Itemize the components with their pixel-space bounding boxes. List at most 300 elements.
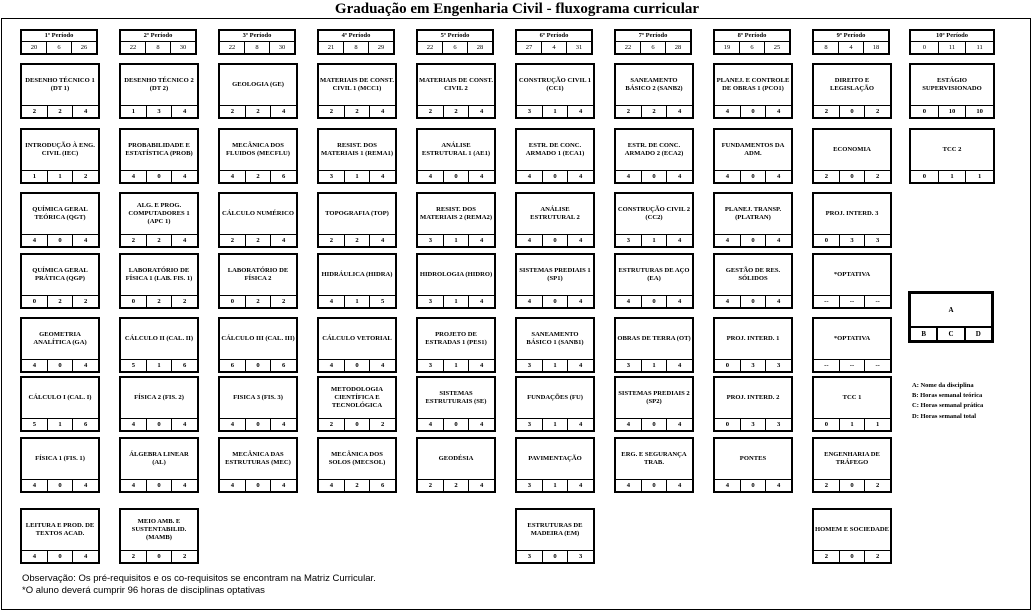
total-hours: 1 [876, 421, 880, 428]
total-hours: 4 [579, 173, 583, 180]
practice-hours: 0 [345, 419, 371, 430]
period-header [317, 29, 395, 55]
course-name: DESENHO TÉCNICO 1 (DT 1) [25, 77, 95, 92]
total-hours: 2 [876, 482, 880, 489]
theory-hours: 3 [517, 106, 543, 117]
period-theory-hours: 20 [22, 42, 47, 53]
theory-hours: 2 [121, 235, 147, 246]
course-cell [119, 192, 199, 248]
course-cell [317, 317, 397, 373]
practice-hours: 1 [642, 360, 668, 371]
course-name: CÁLCULO NUMÉRICO [222, 210, 294, 217]
period-total-hours: 18 [872, 44, 880, 51]
course-cell [218, 437, 298, 493]
course-name: DESENHO TÉCNICO 2 (DT 2) [124, 77, 194, 92]
total-hours: 2 [876, 173, 880, 180]
theory-hours: 2 [22, 106, 48, 117]
period-header [416, 29, 494, 55]
course-cell [515, 192, 595, 248]
theory-hours: 4 [517, 171, 543, 182]
theory-hours: 3 [418, 296, 444, 307]
course-cell [812, 317, 892, 373]
period-total-hours: 28 [476, 44, 484, 51]
course-cell [119, 437, 199, 493]
total-hours: 3 [777, 362, 781, 369]
course-cell [713, 437, 793, 493]
legend-line: C: Horas semanal prática [912, 402, 984, 410]
course-cell [416, 192, 496, 248]
total-hours: 4 [381, 237, 385, 244]
practice-hours: 0 [444, 171, 470, 182]
course-name: RESIST. DOS MATERIAIS 1 (REMA1) [320, 142, 394, 157]
course-name: ESTRUTURAS DE AÇO (EA) [618, 267, 690, 282]
period-practice-hours: 6 [740, 42, 765, 53]
practice-hours: 2 [444, 480, 470, 491]
course-name: *OPTATIVA [833, 335, 871, 342]
course-cell [909, 128, 995, 184]
course-name: ESTR. DE CONC. ARMADO 2 (ECA2) [624, 142, 684, 157]
total-hours: 6 [282, 362, 286, 369]
theory-hours: 2 [220, 106, 246, 117]
practice-hours: 2 [246, 171, 272, 182]
course-name: FÍSICA 2 (FIS. 2) [134, 394, 184, 401]
practice-hours: 1 [48, 419, 74, 430]
practice-hours: 1 [345, 296, 371, 307]
course-name: PONTES [739, 455, 767, 462]
practice-hours: 0 [48, 360, 74, 371]
practice-hours: 0 [48, 551, 74, 562]
course-name: METODOLOGIA CIENTÍFICA E TECNOLÓGICA [331, 386, 383, 409]
period-header [713, 29, 791, 55]
period-theory-hours: 19 [715, 42, 740, 53]
course-name: PROJ. INTERD. 2 [726, 394, 780, 401]
course-cell [416, 63, 496, 119]
total-hours: -- [875, 298, 880, 305]
total-hours: 4 [678, 108, 682, 115]
practice-hours: 0 [741, 171, 767, 182]
total-hours: 4 [777, 173, 781, 180]
practice-hours: 0 [543, 235, 569, 246]
course-name: SANEAMENTO BÁSICO 2 (SANB2) [625, 77, 683, 92]
theory-hours: 4 [220, 171, 246, 182]
total-hours: 4 [381, 173, 385, 180]
theory-hours: 3 [517, 360, 543, 371]
course-cell [515, 508, 595, 564]
course-name: LEITURA E PROD. DE TEXTOS ACAD. [25, 522, 95, 537]
course-name: MECÂNICA DOS SOLOS (MECSOL) [328, 451, 386, 466]
course-cell [20, 376, 100, 432]
period-header [812, 29, 890, 55]
practice-hours: 0 [741, 296, 767, 307]
course-cell [317, 192, 397, 248]
period-theory-hours: 0 [911, 42, 939, 53]
practice-hours: 0 [543, 171, 569, 182]
course-cell [812, 192, 892, 248]
course-name: TCC 2 [942, 146, 962, 153]
course-cell [515, 63, 595, 119]
course-cell [20, 253, 100, 309]
total-hours: 6 [183, 362, 187, 369]
course-cell [317, 128, 397, 184]
theory-hours: 3 [517, 480, 543, 491]
period-theory-hours: 27 [517, 42, 542, 53]
theory-hours: 0 [911, 171, 939, 182]
theory-hours: 5 [121, 360, 147, 371]
course-name: CÁLCULO I (CAL. I) [28, 394, 92, 401]
total-hours: 4 [282, 237, 286, 244]
period-total-hours: 31 [575, 44, 583, 51]
practice-hours: 2 [345, 480, 371, 491]
practice-hours: 0 [642, 480, 668, 491]
total-hours: 6 [381, 482, 385, 489]
period-header [515, 29, 593, 55]
course-cell [515, 437, 595, 493]
course-name: ECONOMIA [833, 146, 871, 153]
total-hours: 4 [282, 421, 286, 428]
practice-hours: 2 [147, 296, 173, 307]
total-hours: 4 [282, 108, 286, 115]
practice-hours: 2 [345, 235, 371, 246]
course-cell [812, 128, 892, 184]
theory-hours: 2 [220, 235, 246, 246]
course-cell [317, 253, 397, 309]
course-cell [317, 63, 397, 119]
theory-hours: 3 [616, 360, 642, 371]
total-hours: 4 [480, 173, 484, 180]
total-hours: 10 [976, 108, 983, 115]
total-hours: 2 [381, 421, 385, 428]
course-name: FÍSICA 1 (FIS. 1) [35, 455, 85, 462]
theory-hours: 4 [517, 296, 543, 307]
theory-hours: 4 [220, 419, 246, 430]
theory-hours: 2 [319, 419, 345, 430]
total-hours: 4 [84, 108, 88, 115]
course-cell [20, 63, 100, 119]
course-cell [416, 437, 496, 493]
practice-hours: 0 [741, 106, 767, 117]
course-cell [218, 63, 298, 119]
period-practice-hours: 8 [344, 42, 369, 53]
theory-hours: 3 [517, 551, 543, 562]
course-cell [614, 63, 694, 119]
total-hours: 4 [480, 362, 484, 369]
total-hours: 4 [84, 553, 88, 560]
legend-practice: C [938, 328, 965, 340]
theory-hours: 4 [22, 480, 48, 491]
total-hours: 2 [183, 553, 187, 560]
course-cell [119, 508, 199, 564]
theory-hours: 4 [715, 480, 741, 491]
course-name: GEOLOGIA (GE) [232, 81, 284, 88]
practice-hours: 0 [840, 480, 866, 491]
period-practice-hours: 6 [47, 42, 72, 53]
course-cell [812, 508, 892, 564]
practice-hours: 0 [543, 296, 569, 307]
practice-hours: 0 [48, 480, 74, 491]
course-name: CÁLCULO VETORIAL [322, 335, 392, 342]
practice-hours: 2 [345, 106, 371, 117]
theory-hours: 4 [319, 480, 345, 491]
practice-hours: 1 [147, 360, 173, 371]
theory-hours: 3 [418, 360, 444, 371]
total-hours: 4 [183, 421, 187, 428]
course-name: SISTEMAS PREDIAIS 1 (SP1) [519, 267, 591, 282]
course-cell [20, 317, 100, 373]
total-hours: 4 [678, 173, 682, 180]
course-name: PAVIMENTAÇÃO [528, 455, 582, 462]
course-name: PLANEJ. E CONTROLE DE OBRAS 1 (PCO1) [716, 77, 790, 92]
theory-hours: 0 [715, 360, 741, 371]
practice-hours: 0 [246, 480, 272, 491]
course-name: ESTÁGIO SUPERVISIONADO [922, 77, 982, 92]
course-name: TOPOGRAFIA (TOP) [325, 210, 389, 217]
period-practice-hours: 4 [839, 42, 864, 53]
practice-hours: 3 [840, 235, 866, 246]
period-theory-hours: 21 [319, 42, 344, 53]
practice-hours: 0 [246, 360, 272, 371]
practice-hours: 0 [840, 171, 866, 182]
practice-hours: 2 [48, 106, 74, 117]
course-name: MECÂNICA DOS FLUIDOS (MECFLU) [226, 142, 290, 157]
course-cell [713, 128, 793, 184]
theory-hours: 4 [22, 360, 48, 371]
theory-hours: 4 [517, 235, 543, 246]
course-name: LABORATÓRIO DE FÍSICA 2 [227, 267, 289, 282]
course-cell [119, 128, 199, 184]
course-cell [317, 376, 397, 432]
total-hours: 4 [678, 482, 682, 489]
period-header [119, 29, 197, 55]
total-hours: 4 [480, 421, 484, 428]
period-label: 9º Período [814, 31, 888, 42]
total-hours: 3 [876, 237, 880, 244]
course-cell [218, 128, 298, 184]
course-cell [713, 192, 793, 248]
theory-hours: 4 [616, 296, 642, 307]
total-hours: 4 [678, 421, 682, 428]
course-cell [614, 437, 694, 493]
practice-hours: 0 [444, 419, 470, 430]
course-cell [713, 253, 793, 309]
period-practice-hours: 11 [939, 42, 967, 53]
practice-hours: 1 [444, 296, 470, 307]
course-cell [218, 376, 298, 432]
practice-hours: 0 [345, 360, 371, 371]
total-hours: 4 [777, 108, 781, 115]
practice-hours: 0 [147, 419, 173, 430]
theory-hours: 0 [715, 419, 741, 430]
course-cell [20, 437, 100, 493]
practice-hours: 1 [444, 235, 470, 246]
total-hours: 2 [84, 298, 88, 305]
total-hours: 6 [84, 421, 88, 428]
theory-hours: 0 [220, 296, 246, 307]
legend-line: A: Nome da disciplina [912, 382, 974, 389]
practice-hours: 1 [840, 419, 866, 430]
period-theory-hours: 22 [121, 42, 146, 53]
practice-hours: 0 [642, 171, 668, 182]
practice-hours: 2 [246, 106, 272, 117]
course-cell [218, 192, 298, 248]
course-name: LABORATÓRIO DE FÍSICA 1 (LAB. FIS. 1) [125, 267, 193, 282]
total-hours: 4 [579, 421, 583, 428]
total-hours: 4 [579, 362, 583, 369]
theory-hours: 2 [616, 106, 642, 117]
course-name: QUÍMICA GERAL TEÓRICA (QGT) [32, 206, 88, 221]
theory-hours: 4 [418, 419, 444, 430]
theory-hours: -- [814, 296, 840, 307]
total-hours: 4 [381, 362, 385, 369]
theory-hours: 6 [220, 360, 246, 371]
total-hours: 4 [777, 298, 781, 305]
course-name: GEOMETRIA ANALÍTICA (GA) [33, 331, 87, 346]
total-hours: 4 [183, 173, 187, 180]
course-cell [614, 317, 694, 373]
course-cell [119, 253, 199, 309]
course-name: INTRODUÇÃO À ENG. CIVIL (IEC) [25, 142, 95, 157]
course-name: OBRAS DE TERRA (OT) [617, 335, 691, 342]
course-name: CÁLCULO II (CAL. II) [124, 335, 194, 342]
theory-hours: 4 [22, 235, 48, 246]
theory-hours: 4 [715, 235, 741, 246]
theory-hours: 0 [22, 296, 48, 307]
course-cell [515, 128, 595, 184]
theory-hours: 4 [418, 171, 444, 182]
period-label: 10º Período [911, 31, 993, 42]
course-name: ANÁLISE ESTRUTURAL 1 (AE1) [421, 142, 491, 157]
practice-hours: 0 [543, 551, 569, 562]
theory-hours: 4 [715, 296, 741, 307]
practice-hours: 0 [741, 235, 767, 246]
course-cell [119, 63, 199, 119]
course-cell [119, 376, 199, 432]
course-cell [119, 317, 199, 373]
practice-hours: -- [840, 360, 866, 371]
period-practice-hours: 4 [542, 42, 567, 53]
course-name: PROJ. INTERD. 3 [825, 210, 879, 217]
course-name: ANÁLISE ESTRUTURAL 2 [530, 206, 580, 221]
practice-hours: 2 [642, 106, 668, 117]
course-name: PLANEJ. TRANSP. (PLATRAN) [724, 206, 782, 221]
period-header [218, 29, 296, 55]
total-hours: 4 [84, 482, 88, 489]
course-cell [20, 128, 100, 184]
total-hours: 5 [381, 298, 385, 305]
practice-hours: 3 [147, 106, 173, 117]
course-name: SISTEMAS PREDIAIS 2 (SP2) [618, 390, 690, 405]
course-cell [812, 253, 892, 309]
course-name: CONSTRUÇÃO CIVIL 1 (CC1) [518, 77, 592, 92]
practice-hours: 1 [543, 106, 569, 117]
theory-hours: 2 [319, 235, 345, 246]
period-label: 4º Período [319, 31, 393, 42]
practice-hours: 1 [939, 171, 967, 182]
theory-hours: 4 [715, 106, 741, 117]
theory-hours: 0 [911, 106, 939, 117]
period-practice-hours: 8 [245, 42, 270, 53]
course-cell [713, 376, 793, 432]
practice-hours: 0 [147, 480, 173, 491]
theory-hours: 2 [121, 551, 147, 562]
practice-hours: 0 [147, 551, 173, 562]
period-total-hours: 29 [377, 44, 385, 51]
course-name: PROBABILIDADE E ESTATÍSTICA (PROB) [125, 142, 193, 157]
total-hours: 4 [777, 237, 781, 244]
period-label: 5º Período [418, 31, 492, 42]
course-cell [218, 317, 298, 373]
practice-hours: 3 [741, 360, 767, 371]
theory-hours: 4 [121, 171, 147, 182]
total-hours: 4 [579, 298, 583, 305]
course-name: QUÍMICA GERAL PRÁTICA (QGP) [32, 267, 88, 282]
course-cell [614, 376, 694, 432]
practice-hours: 0 [741, 480, 767, 491]
legend-text [912, 381, 983, 422]
total-hours: 6 [282, 173, 286, 180]
total-hours: 4 [183, 108, 187, 115]
course-name: GESTÃO DE RES. SÓLIDOS [725, 267, 781, 282]
practice-hours: 0 [246, 419, 272, 430]
period-label: 7º Período [616, 31, 690, 42]
total-hours: 4 [678, 237, 682, 244]
period-practice-hours: 6 [443, 42, 468, 53]
practice-hours: -- [840, 296, 866, 307]
legend-name: A [948, 306, 954, 314]
total-hours: 2 [876, 553, 880, 560]
course-name: PROJ. INTERD. 1 [726, 335, 780, 342]
course-cell [614, 128, 694, 184]
practice-hours: 0 [642, 419, 668, 430]
course-name: DIREITO E LEGISLAÇÃO [830, 77, 874, 92]
theory-hours: 2 [418, 106, 444, 117]
total-hours: 2 [183, 298, 187, 305]
course-cell [218, 253, 298, 309]
total-hours: 4 [480, 482, 484, 489]
theory-hours: 2 [319, 106, 345, 117]
course-cell [812, 376, 892, 432]
theory-hours: 4 [121, 419, 147, 430]
theory-hours: 2 [814, 171, 840, 182]
course-name: MATERIAIS DE CONST. CIVIL 1 (MCC1) [320, 77, 394, 92]
theory-hours: 3 [319, 171, 345, 182]
practice-hours: 0 [48, 235, 74, 246]
course-cell [515, 317, 595, 373]
total-hours: 4 [480, 298, 484, 305]
theory-hours: 4 [616, 171, 642, 182]
period-total-hours: 11 [976, 44, 983, 51]
total-hours: 4 [381, 108, 385, 115]
course-cell [614, 192, 694, 248]
total-hours: 3 [777, 421, 781, 428]
practice-hours: 1 [543, 419, 569, 430]
total-hours: 4 [84, 362, 88, 369]
course-name: ERG. E SEGURANÇA TRAB. [621, 451, 687, 466]
course-cell [713, 317, 793, 373]
practice-hours: 2 [147, 235, 173, 246]
course-cell [20, 192, 100, 248]
period-total-hours: 25 [773, 44, 781, 51]
course-name: MEIO AMB. E SUSTENTABILID. (MAMB) [131, 518, 187, 541]
period-header [614, 29, 692, 55]
theory-hours: 4 [220, 480, 246, 491]
total-hours: 4 [579, 482, 583, 489]
theory-hours: 2 [418, 480, 444, 491]
period-label: 6º Período [517, 31, 591, 42]
legend-line: B: Horas semanal teórica [912, 392, 983, 400]
theory-hours: 0 [814, 235, 840, 246]
course-name: HIDROLOGIA (HIDRO) [419, 271, 493, 278]
theory-hours: 4 [715, 171, 741, 182]
